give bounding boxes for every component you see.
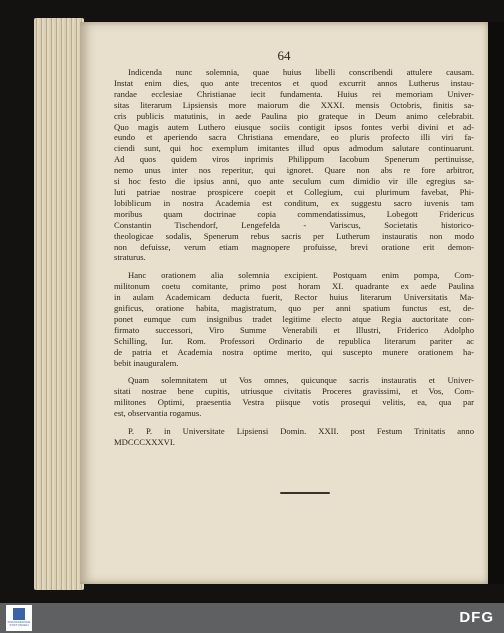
paragraph-gap xyxy=(114,419,474,426)
viewer-footer xyxy=(0,603,504,633)
franckesche-stiftungen-logo xyxy=(6,605,32,631)
text-line: in aulam Academicam deducta fuerit, Rector huius literarum Universitatis Ma- xyxy=(114,292,474,303)
text-line: est, observantia rogamus. xyxy=(114,408,202,419)
text-line: randae ecclesiae Christianae iecit fundamenta. Huius rei memoriam Univer- xyxy=(114,88,474,99)
text-line: sitas literarum Lipsiensis more maiorum die XXXI. mensis Octobris, finitis sa- xyxy=(114,99,474,110)
text-line: gnificus, oratione habita, magistratum, quo per anni spatium functus est, de- xyxy=(114,303,474,314)
book-page-edges xyxy=(34,18,84,590)
logo-text: FRANCKESCHE STIFTUNGEN xyxy=(7,620,31,628)
text-line: theologicae sodalis, Spenerum rebus sacris per Lutherum instauratis non modo xyxy=(114,230,474,241)
text-line: Constantin Tischendorf, Lengefelda - Variscus, Societatis historico- xyxy=(114,219,474,230)
text-line: ponet eumque cum insignibus tradet legitime electo atque Regia auctoritate con- xyxy=(114,313,474,324)
text-line: sitati nostrae bene cupitis, utriusque civitatis Proceres gravissimi, et Vos, Com- xyxy=(114,386,474,397)
text-line: de patria et Academia nostra optime merito, qui suscepto munere orationem ha- xyxy=(114,346,474,357)
page-text xyxy=(114,67,474,448)
text-line: firmato successori, Viro Summe Venerabili et Illustri, Friderico Adolpho xyxy=(114,324,474,335)
text-line: lobiblicum in nostra Academia est conditum, ex suggestu sacro iuvenis tam xyxy=(114,197,474,208)
text-line: MDCCCXXXVI. xyxy=(114,437,175,447)
text-line: Indicenda nunc solemnia, quae huius libelli conscribendi attulere causam. xyxy=(128,67,474,77)
text-line: P. P. in Universitate Lipsiensi Domin. XXII. post Festum Trinitatis anno xyxy=(128,426,474,437)
closing-rule xyxy=(280,492,330,494)
text-line: Quo magis autem Luthero eiusque sociis contigit ipsos fontes verbi divini et ad- xyxy=(114,121,474,132)
paragraph-gap xyxy=(114,368,474,375)
text-line: luti patriae nostrae prospicere coepit et Collegium, cui plurimum favebat, Phi- xyxy=(114,186,474,197)
text-line: militones Optimi, praesentia Vestra piisque votis prosequi velitis, ea, qua par xyxy=(114,397,474,408)
dfg-logo: DFG xyxy=(459,609,494,626)
text-line: Instat enim dies, quo ante trecentos et quod excurrit annos Lutherus instau- xyxy=(114,77,474,88)
text-line: non defuisse, verum etiam magnopere profuisse, brevi oratione erit demon- xyxy=(114,241,474,252)
paragraph-gap xyxy=(114,263,474,270)
text-line: militonum coetu comitante, primo post horam XI. quadrante ex aede Paulina xyxy=(114,281,474,292)
text-line: Hanc orationem alia solemnia excipient. Postquam enim pompa, Com- xyxy=(128,270,474,281)
text-line: nemo unus inter nos reperitur, qui ignoret. Quare non abs re fore arbitror, xyxy=(114,165,474,176)
text-line: Quam solemnitatem ut Vos omnes, quicunque sacris instauratis et Univer- xyxy=(128,375,474,386)
text-line: moribus quam doctrinae copia commendatissimus, Lobegott Fridericus xyxy=(114,208,474,219)
logo-emblem-icon xyxy=(13,608,25,620)
text-line: ciendi sunt, qui hoc exemplum imitantes illud opus admodum salutare continuarunt. xyxy=(114,143,474,154)
text-line: bebit inauguralem. xyxy=(114,357,179,368)
text-line: cris publicis matutinis, in aede Paulina pio grateque in Deum animo celebrabit. xyxy=(114,110,474,121)
book-page xyxy=(80,22,488,584)
text-line: si hoc festo die ipsius anni, quo ante seculum cum dimidio vir ille egregius sa- xyxy=(114,176,474,187)
text-line: straturus. xyxy=(114,252,146,263)
text-line: eundo et aperiendo sacra Christiana emendare, eo pluris profecto illi viri fa- xyxy=(114,132,474,143)
text-line: Schilling, Iur. Rom. Professori Ordinario de republica literarum pariter ac xyxy=(114,335,474,346)
text-line: Ad quos quidem viros inprimis Philippum Iacobum Spenerum pertinuisse, xyxy=(114,154,474,165)
page-number: 64 xyxy=(277,48,291,63)
scan-right-edge xyxy=(488,22,504,584)
